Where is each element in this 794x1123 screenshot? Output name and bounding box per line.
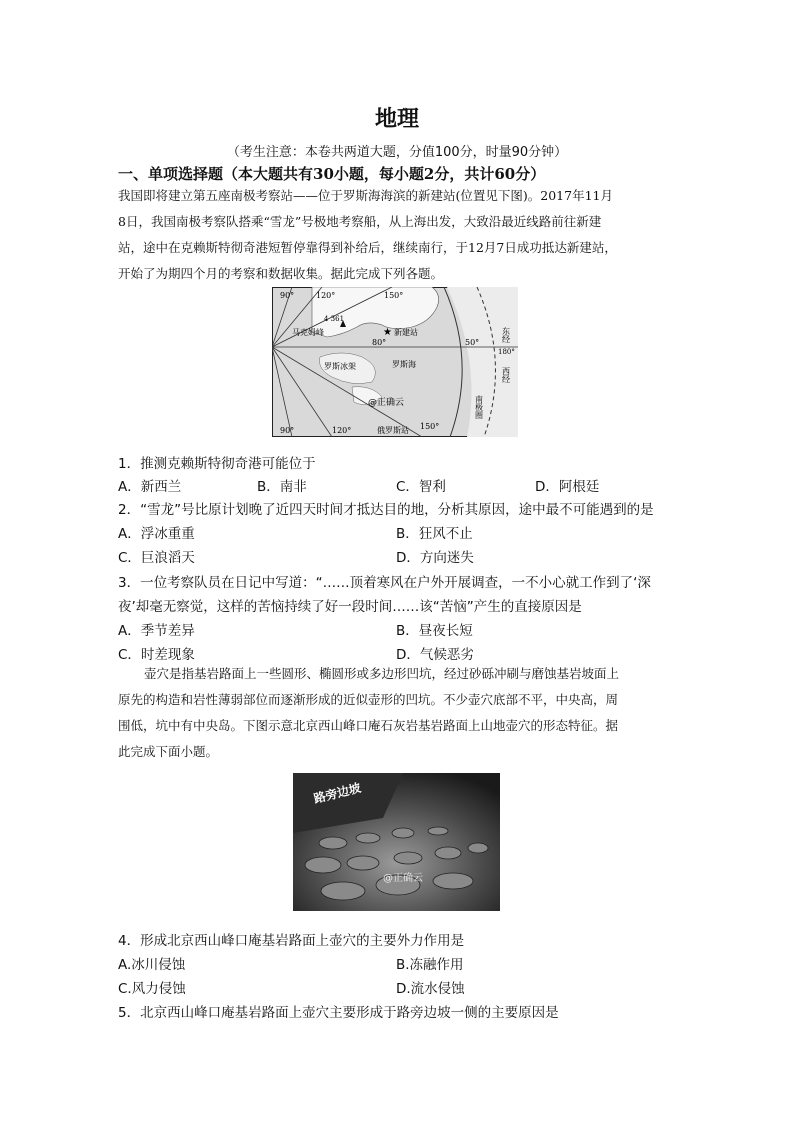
- q2-option-a[interactable]: A．浮冰重重: [118, 526, 195, 542]
- q3-stem-line1: 3．一位考察队员在日记中写道：“……顶着寒风在户外开展调查，一不小心就工作到了‘深: [118, 575, 651, 591]
- passage-line: 壶穴是指基岩路面上一些圆形、椭圆形或多边形凹坑，经过砂砾冲刷与磨蚀基岩坡面上: [144, 666, 620, 681]
- q4-option-c[interactable]: C.风力侵蚀: [118, 981, 186, 997]
- q2-option-d[interactable]: D．方向迷失: [396, 550, 474, 566]
- q1-option-a[interactable]: A．新西兰: [118, 479, 182, 495]
- q3-stem-line2: 夜’却毫无察觉，这样的苦恼持续了好一段时间……该“苦恼”产生的直接原因是: [118, 599, 582, 615]
- star-icon: ★: [383, 327, 392, 338]
- q3-option-a[interactable]: A．季节差异: [118, 623, 195, 639]
- label-ross-sea: 罗斯海: [392, 360, 416, 369]
- q1-option-b[interactable]: B．南非: [257, 479, 307, 495]
- label-80-lat: 80°: [372, 338, 387, 347]
- q4-stem: 4．形成北京西山峰口庵基岩路面上壶穴的主要外力作用是: [118, 933, 465, 949]
- label-ross-ice-shelf: 罗斯冰架: [324, 362, 356, 371]
- q4-option-b[interactable]: B.冻融作用: [396, 957, 464, 973]
- q2-option-b[interactable]: B．狂风不止: [396, 526, 473, 542]
- passage-1: [118, 183, 678, 287]
- label-150-top: 150°: [384, 291, 404, 300]
- label-180-lon: 180°: [498, 348, 515, 356]
- exam-note: （考生注意：本卷共两道大题，分值100分，时量90分钟）: [226, 145, 568, 160]
- q5-stem: 5．北京西山峰口庵基岩路面上壶穴主要形成于路旁边坡一侧的主要原因是: [118, 1005, 559, 1021]
- q1-option-d[interactable]: D．阿根廷: [535, 479, 600, 495]
- passage-line: 8日，我国南极考察队搭乘“雪龙”号极地考察船，从上海出发，大致沿最近线路前往新建: [118, 214, 602, 229]
- section-heading: 一、单项选择题（本大题共有30小题，每小题2分，共计60分）: [118, 165, 546, 183]
- q2-option-c[interactable]: C．巨浪滔天: [118, 550, 195, 566]
- q3-option-d[interactable]: D．气候恶劣: [396, 647, 474, 663]
- q4-option-a[interactable]: A.冰川侵蚀: [118, 957, 186, 973]
- label-east-lon: 东经: [501, 327, 511, 343]
- label-west-lon: 西经: [501, 367, 511, 383]
- passage-line: 围低，坑中有中央岛。下图示意北京西山峰口庵石灰岩基岩路面上山地壶穴的形态特征。据: [118, 718, 619, 733]
- label-new-station: 新建站: [394, 328, 418, 337]
- passage-line: 我国即将建立第五座南极考察站——位于罗斯海海滨的新建站(位置见下图)。2017年11月: [118, 188, 613, 203]
- q1-option-c[interactable]: C．智利: [396, 479, 446, 495]
- antarctic-map: [272, 287, 518, 437]
- passage-line: 此完成下面小题。: [118, 744, 219, 759]
- pothole-photo: [293, 773, 500, 911]
- label-90-top: 90°: [280, 291, 295, 300]
- passage-line: 原先的构造和岩性薄弱部位而逐渐形成的近似壶形的凹坑。不少壶穴底部不平，中央高，周: [118, 692, 619, 707]
- q4-option-d[interactable]: D.流水侵蚀: [396, 981, 465, 997]
- q3-option-c[interactable]: C．时差现象: [118, 647, 195, 663]
- label-50-lat: 50°: [465, 338, 480, 347]
- label-150-bottom: 150°: [420, 422, 440, 431]
- label-120-top: 120°: [316, 291, 336, 300]
- label-peak-name: 马克姆峰: [292, 328, 324, 337]
- passage-line: 开始了为期四个月的考察和数据收集。据此完成下列各题。: [118, 266, 444, 281]
- q2-stem: 2．“雪龙”号比原计划晚了近四天时间才抵达目的地，分析其原因，途中最不可能遇到的是: [118, 502, 654, 518]
- q1-stem: 1．推测克赖斯特彻奇港可能位于: [118, 456, 316, 472]
- photo-label: 路旁边坡: [312, 780, 363, 806]
- passage-line: 站，途中在克赖斯特彻奇港短暂停靠得到补给后，继续南行，于12月7日成功抵达新建站，: [118, 240, 617, 255]
- label-90-bottom: 90°: [280, 426, 295, 435]
- page-title: 地理: [374, 106, 419, 132]
- map-watermark: @正确云: [368, 398, 405, 408]
- label-russia-station: 俄罗斯站: [377, 426, 409, 435]
- label-antarctic-circle: 南极圈: [474, 395, 484, 419]
- label-peak-height: 4 361: [324, 315, 345, 323]
- passage-2: [118, 661, 678, 765]
- q3-option-b[interactable]: B．昼夜长短: [396, 623, 473, 639]
- label-120-bottom: 120°: [332, 426, 352, 435]
- photo-watermark: @正确云: [383, 873, 423, 884]
